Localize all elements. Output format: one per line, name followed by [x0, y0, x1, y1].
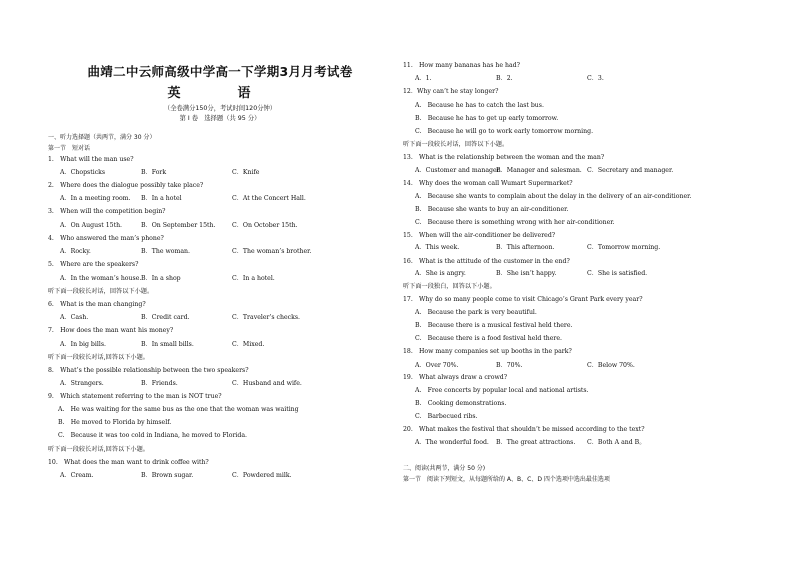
q17-option-c[interactable]: C. Because there is a food festival held there. [415, 335, 562, 342]
q6-option-a[interactable]: A．Cash. [60, 314, 89, 321]
question-7: 7. How does the man want his money? [48, 327, 174, 334]
q4-option-b[interactable]: B．The woman. [141, 248, 191, 255]
q5-option-a[interactable]: A．In the woman’s house. [60, 275, 142, 282]
q13-option-c[interactable]: C．Secretary and manager. [587, 167, 674, 174]
q3-option-a[interactable]: A．On August 15th. [60, 222, 123, 229]
question-5: 5. Where are the speakers? [48, 261, 139, 268]
question-13: 13. What is the relationship between the woman and the man? [403, 154, 605, 161]
q2-option-a[interactable]: A．In a meeting room. [60, 195, 131, 202]
exam-title: 曲靖二中云师高级中学高一下学期3月月考试卷 [87, 64, 353, 79]
q2-option-c[interactable]: C．At the Concert Hall. [232, 195, 306, 202]
q9-option-b[interactable]: B. He moved to Florida by himself. [58, 419, 172, 426]
q1-option-c[interactable]: C．Knife [232, 169, 260, 176]
question-18: 18. How many companies set up booths in the park? [403, 348, 572, 355]
q12-option-b[interactable]: B. Because he has to get up early tomorrow. [415, 115, 559, 122]
question-17: 17. Why do so many people come to visit Chicago’s Grant Park every year? [403, 296, 643, 303]
listen-mono-instruction: 听下面一段独白，回答以下小题。 [403, 283, 496, 290]
q17-option-b[interactable]: B. Because there is a musical festival held there. [415, 322, 573, 329]
q6-option-c[interactable]: C．Traveler’s checks. [232, 314, 301, 321]
volume-title: 第 I 卷 选择题（共 95 分） [179, 115, 261, 122]
question-16: 16. What is the attitude of the customer in the end? [403, 258, 570, 265]
q16-option-a[interactable]: A．She is angry. [415, 270, 466, 277]
q7-option-c[interactable]: C．Mixed. [232, 341, 265, 348]
q15-option-a[interactable]: A．This week. [415, 244, 460, 251]
q5-option-b[interactable]: B．In a shop [141, 275, 181, 282]
q12-option-c[interactable]: C. Because he will go to work early tomorrow morning. [415, 128, 594, 135]
question-19: 19. What always draw a crowd? [403, 374, 508, 381]
q19-option-a[interactable]: A. Free concerts by popular local and national artists. [415, 387, 589, 394]
q3-option-b[interactable]: B．On September 15th. [141, 222, 216, 229]
q13-option-a[interactable]: A．Customer and manager. [415, 167, 501, 174]
question-10: 10. What does the man want to drink coffee with? [48, 459, 209, 466]
question-9: 9. Which statement referring to the man is NOT true? [48, 393, 222, 400]
section1-heading: 第一节 短对话 [48, 145, 91, 152]
q10-option-a[interactable]: A．Cream. [60, 472, 94, 479]
score-note: （全卷满分150分，考试时间120分钟） [163, 105, 277, 112]
listen-longer-instruction: 听下面一段较长对话,回答以下小题。 [48, 354, 149, 361]
q1-option-b[interactable]: B．Fork [141, 169, 167, 176]
q9-option-c[interactable]: C. Because it was too cold in Indiana, he moved to Florida. [58, 432, 247, 439]
question-15: 15. When will the air-conditioner be delivered? [403, 232, 556, 239]
q17-option-a[interactable]: A. Because the park is very beautiful. [415, 309, 537, 316]
q9-option-a[interactable]: A. He was waiting for the same bus as the one that the woman was waiting [58, 406, 299, 413]
question-14: 14. Why does the woman call Wumart Supermarket? [403, 180, 573, 187]
q1-option-a[interactable]: A．Chopsticks [60, 169, 106, 176]
q20-option-a[interactable]: A．The wonderful food. [415, 439, 489, 446]
q16-option-b[interactable]: B．She isn’t happy. [496, 270, 557, 277]
part2-heading: 二、阅读(共两节，满分 50 分) [403, 465, 486, 472]
q15-option-c[interactable]: C．Tomorrow morning. [587, 244, 661, 251]
q16-option-c[interactable]: C．She is satisfied. [587, 270, 648, 277]
q18-option-b[interactable]: B．70%. [496, 362, 523, 369]
q14-option-a[interactable]: A. Because she wants to complain about the delay in the delivery of an air-conditioner. [415, 193, 692, 200]
listen-longer-instruction: 听下面一段较长对话,回答以下小题。 [48, 446, 149, 453]
question-1: 1. What will the man use? [48, 156, 134, 163]
q15-option-b[interactable]: B．This afternoon. [496, 244, 555, 251]
q13-option-b[interactable]: B．Manager and salesman. [496, 167, 582, 174]
q8-option-b[interactable]: B．Friends. [141, 380, 178, 387]
listen-longer-instruction: 听下面一段较长对话，回答以下小题。 [403, 141, 509, 148]
q10-option-c[interactable]: C．Powdered milk. [232, 472, 292, 479]
q7-option-b[interactable]: B．In small bills. [141, 341, 194, 348]
question-11: 11. How many bananas has he had? [403, 62, 520, 69]
question-3: 3. When will the competition begin? [48, 208, 166, 215]
listen-longer-instruction: 听下面一段较长对话，回答以下小题。 [48, 288, 154, 295]
q3-option-c[interactable]: C．On October 15th. [232, 222, 298, 229]
q14-option-c[interactable]: C. Because there is something wrong with her air-conditioner. [415, 219, 615, 226]
q4-option-a[interactable]: A．Rocky. [60, 248, 91, 255]
part2-section1: 第一节 阅读下列短文，从每题所给的 A、B、C、D 四个选项中选出最佳选项 [403, 476, 610, 483]
q5-option-c[interactable]: C．In a hotel. [232, 275, 275, 282]
q18-option-a[interactable]: A．Over 70%. [415, 362, 459, 369]
q8-option-a[interactable]: A．Strangers. [60, 380, 104, 387]
q19-option-c[interactable]: C. Barbecued ribs. [415, 413, 478, 420]
q4-option-c[interactable]: C．The woman’s brother. [232, 248, 312, 255]
subject-title: 英 语 [167, 86, 273, 101]
question-6: 6. What is the man changing? [48, 301, 146, 308]
question-20: 20. What makes the festival that shouldn’t be missed according to the text? [403, 426, 645, 433]
q11-option-c[interactable]: C．3. [587, 75, 604, 82]
question-8: 8. What’s the possible relationship between the two speakers? [48, 367, 249, 374]
q14-option-b[interactable]: B. Because she wants to buy an air-conditioner. [415, 206, 569, 213]
q2-option-b[interactable]: B．In a hotel [141, 195, 182, 202]
part1-heading: 一、听力选择题（共两节，满分 30 分） [48, 134, 156, 141]
question-4: 4. Who answered the man’s phone? [48, 235, 164, 242]
q12-option-a[interactable]: A. Because he has to catch the last bus. [415, 102, 544, 109]
q7-option-a[interactable]: A．In big bills. [60, 341, 106, 348]
q11-option-b[interactable]: B．2. [496, 75, 513, 82]
q6-option-b[interactable]: B．Credit card. [141, 314, 190, 321]
q19-option-b[interactable]: B. Cooking demonstrations. [415, 400, 507, 407]
q20-option-c[interactable]: C．Both A and B。 [587, 439, 646, 446]
q10-option-b[interactable]: B．Brown sugar. [141, 472, 194, 479]
q18-option-c[interactable]: C．Below 70%. [587, 362, 635, 369]
q11-option-a[interactable]: A．1. [415, 75, 432, 82]
q8-option-c[interactable]: C．Husband and wife. [232, 380, 302, 387]
q20-option-b[interactable]: B．The great attractions. [496, 439, 576, 446]
question-2: 2. Where does the dialogue possibly take place? [48, 182, 204, 189]
question-12: 12．Why can’t he stay longer? [403, 88, 499, 95]
